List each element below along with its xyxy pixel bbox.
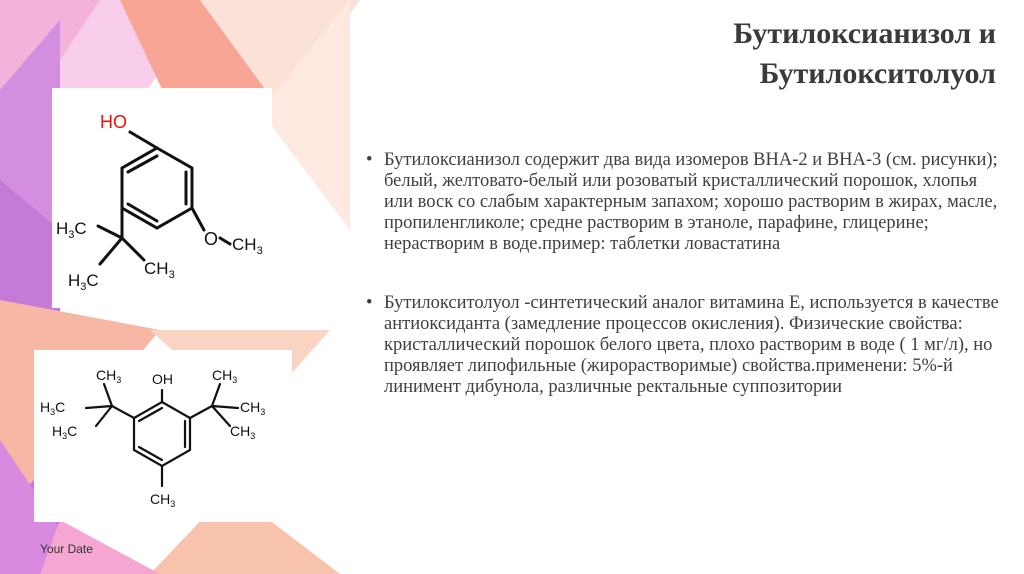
bha-structure-diagram [52, 88, 272, 308]
bullet-text-bht: Бутилокситолуол -синтетический аналог витамина Е, используется в качестве антиоксиданта (замедление процессов окисления). Физические свойства: кристаллический порошок белого цвета, плохо растворим в воде ( 1 мг/л), но проявляет липофильные (жирорастворимые) свойства.применени: 5%-й линимент дибунола, различные ректальные суппозитории [384, 293, 999, 397]
bullet-item-bht [364, 293, 1004, 398]
bullet-list [364, 150, 1004, 398]
slide-title [576, 14, 996, 94]
bullet-marker: • [366, 150, 373, 170]
slide-title-line-1: Бутилоксианизол и [733, 17, 996, 50]
methoxy-oxygen-label: O [204, 229, 219, 249]
bht-ch3-lower-right-label: $CH_3$ [230, 423, 256, 441]
h3c-bottom-label: $H_3C$ [68, 271, 99, 293]
bht-ch3-top-right-label: $CH_3$ [212, 367, 238, 385]
bht-h3c-left-label: $H_3C$ [40, 399, 66, 417]
bullet-text-bha: Бутилоксианизол содержит два вида изомеров ВНА-2 и ВНА-3 (см. рисунки); белый, желтовато-белый или розоватый кристаллический порошок, хлопья или воск со слабым характерным запахом; хорошо растворим в жирах, масле, пропиленгликоле; средне растворим в этаноле, парафине, глицерине; нерастворим в воде.пример: таблетки ловастатина [384, 150, 998, 254]
ch3-mid-label: $CH_3$ [144, 259, 175, 281]
bht-ch3-top-left-label: $CH_3$ [96, 367, 122, 385]
bht-ch3-right-label: $CH_3$ [240, 399, 266, 417]
slide-title-line-2: Бутилокситолуол [759, 57, 996, 90]
bullet-item-bha [364, 150, 1004, 255]
bht-h3c-lower-left-label: $H_3C$ [52, 423, 78, 441]
bht-ch3-bottom-label: $CH_3$ [150, 491, 176, 509]
h3c-top-label: $H_3C$ [56, 219, 87, 241]
bht-oh-label: OH [152, 371, 173, 387]
hydroxyl-label: HO [100, 112, 127, 132]
bht-structure-card [34, 350, 292, 522]
footer-date: Your Date [40, 542, 93, 556]
bha-structure-card [52, 88, 272, 308]
methoxy-ch3-label: $CH_3$ [232, 235, 263, 257]
bht-structure-diagram [34, 350, 292, 522]
bullet-marker: • [366, 293, 373, 313]
